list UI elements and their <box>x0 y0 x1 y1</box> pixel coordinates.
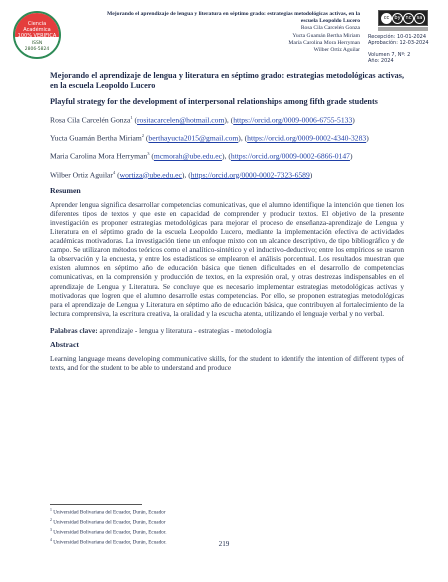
author-orcid-link[interactable]: https://orcid.org/0009-0002-4340-3283 <box>247 133 367 143</box>
abstract-heading: Abstract <box>50 340 80 350</box>
running-header-author: Wilber Ortiz Aguilar <box>313 47 360 54</box>
running-header <box>92 11 360 54</box>
author-orcid-link[interactable]: https://orcid.org/0009-0002-6866-0147 <box>230 152 350 161</box>
author-entry: Wilber Ortiz Aguilar$^4$ (wortiza@ube.edu.ec), (https://orcid.org/0000-0002-7323-6589) <box>50 169 313 180</box>
logo-line: Académica <box>23 27 51 33</box>
author-affiliation-sup: 1 <box>130 115 133 121</box>
footnote-sup: 4 <box>50 538 52 543</box>
author-name: Rosa Cila Carcelén Gonza <box>50 115 131 125</box>
cc-icon: cc <box>381 13 392 24</box>
running-header-author: María Carolina Mora Herryman <box>288 39 360 46</box>
cc-license-badge[interactable] <box>378 10 428 26</box>
running-header-author: Rosa Cila Carcelén Gonza <box>300 25 360 32</box>
author-email-link[interactable]: berthayucta2015@gmail.com <box>148 133 239 143</box>
footnote-item <box>50 527 350 537</box>
keywords-text: aprendizaje - lengua y literatura - estrategias - metodología <box>99 325 272 335</box>
resumen-heading: Resumen <box>50 185 81 195</box>
cc-license-strip <box>378 27 428 31</box>
author-entry: Rosa Cila Carcelén Gonza$^1$ (rositacarcelen@hotmail.com), (https://orcid.org/0009-0006-6755-5133) <box>50 115 355 125</box>
footnote-text: Universidad Bolivariana del Ecuador, Durán, Ecuador. <box>53 530 167 537</box>
author-name: Wilber Ortiz Aguilar <box>50 170 113 180</box>
author-name: Yucta Guamán Bertha Miriam <box>50 133 142 143</box>
footnote-text: Universidad Bolivariana del Ecuador, Durán, Ecuador <box>53 519 166 526</box>
publication-dates <box>368 34 429 47</box>
logo-line: 100% VERIFICA <box>17 33 57 39</box>
by-icon: by <box>392 13 403 24</box>
publication-year: Año: 2024 <box>368 58 394 65</box>
article-title-english: Playful strategy for the development of interpersonal relationships among fifth grade students <box>50 96 378 106</box>
abstract-text: Learning language means developing communicative skills, for the student to identify the intention of different types of texts, and for the student to be able to understand and produce <box>50 354 404 373</box>
author-email-link[interactable]: rositacarcelen@hotmail.com <box>137 115 225 125</box>
author-orcid-link[interactable]: https://orcid.org/0000-0002-7323-6589 <box>190 170 310 180</box>
journal-logo <box>13 11 61 59</box>
author-name: Maria Carolina Mora Herryman <box>50 152 148 161</box>
author-email-link[interactable]: mcmorah@ube.edu.ec <box>153 152 223 161</box>
footnote-text: Universidad Bolivariana del Ecuador, Durán, Ecuador <box>53 509 166 516</box>
keywords-label: Palabras clave <box>50 325 96 335</box>
footnote-item <box>50 517 350 527</box>
approved-date: Aprobación: 12-03-2024 <box>368 40 429 47</box>
resumen-text: Aprender lengua significa desarrollar competencias comunicativas, que el alumno identifique la intención que tienen los diferentes tipos de textos y que este en capacidad de comprender y producir textos. El objetivo de la presente investigación es proponer estrategias metodológicas para mejorar el proceso de enseñanza-aprendizaje de Lengua y Literatura en el séptimo grado de la escuela Leopoldo Lucero, mediante la implementación efectiva de actividades académicas motivadoras. La investigación tiene un enfoque mixto con un alcance descriptivo, de tipo bibliográfico y de campo. Se utilizaron métodos teóricos como el analítico-sintético y el inductivo-deductivo; entre los empíricos se usaron la observación y la encuesta, y entre los estadísticos se emplearon el análisis porcentual. Los resultados muestran que existen alumnos en séptimo año de educación básica que tienen dificultades en el desarrollo de competencias comunicativas, en la comprensión y producción de textos, en la expresión oral, y otras destrezas indispensables en el aprendizaje de Lengua y Literatura. Se concluye que es necesario implementar estrategias metodológicas activas y motivadoras que logren que el alumno desarrolle estas competencias. Por ello, se proponen estrategias metodológicas para el aprendizaje de Lengua y Literatura en séptimo año de educación básica, que contribuyen al fortalecimiento de la lectura comprensiva, la escritura creativa, la oralidad y la escucha atenta, utilizando el lenguaje verbal y no verbal. <box>50 199 404 318</box>
received-date: Recepción: 10-01-2024 <box>368 34 427 40</box>
article-body <box>50 71 404 380</box>
volume-number: Volumen 7, Nº: 2 <box>368 52 411 58</box>
author-affiliation-sup: 4 <box>112 169 116 175</box>
footnote-sup: 2 <box>50 518 52 523</box>
page-number: 219 <box>218 540 230 548</box>
logo-line: ISSN <box>31 41 43 46</box>
footnote-divider <box>50 504 142 505</box>
footnote-item <box>50 507 350 517</box>
nc-icon: nc <box>403 13 414 24</box>
keywords-line: Palabras clave: aprendizaje - lengua y literatura - estrategias - metodología <box>50 325 272 335</box>
footnote-sup: 1 <box>50 508 52 512</box>
volume-info <box>368 52 410 65</box>
author-affiliation-sup: 3 <box>147 151 150 157</box>
footnote-sup: 3 <box>50 528 52 533</box>
author-orcid-link[interactable]: https://orcid.org/0009-0006-6755-5133 <box>233 115 353 125</box>
author-entry: Maria Carolina Mora Herryman$^3$ (mcmorah@ube.edu.ec), (https://orcid.org/0009-0002-6866-0147) <box>50 151 353 161</box>
logo-text-bottom <box>15 41 59 52</box>
article-title-spanish: Mejorando el aprendizaje de lengua y literatura en séptimo grado: estrategias metodológicas activas, en la escuela Leopoldo Lucero <box>50 71 404 91</box>
author-email-link[interactable]: wortiza@ube.edu.ec <box>119 170 182 180</box>
author-entry: Yucta Guamán Bertha Miriam$^2$ (berthayucta2015@gmail.com), (https://orcid.org/0009-0002-4340-3283) <box>50 133 369 143</box>
running-header-title: Mejorando el aprendizaje de lengua y literatura en séptimo grado: estrategias metodológicas activas, en la escuela Leopoldo Lucero <box>107 11 360 25</box>
logo-line: Ciencia <box>27 21 47 27</box>
logo-text-top <box>15 21 59 39</box>
sa-icon: sa <box>414 13 425 24</box>
running-header-author: Yucta Guamán Bertha Miriam <box>292 32 360 39</box>
footnote-text: Universidad Bolivariana del Ecuador, Durán, Ecuador. <box>53 540 167 547</box>
author-affiliation-sup: 2 <box>141 133 144 139</box>
logo-line: 2806-5824 <box>24 46 50 52</box>
